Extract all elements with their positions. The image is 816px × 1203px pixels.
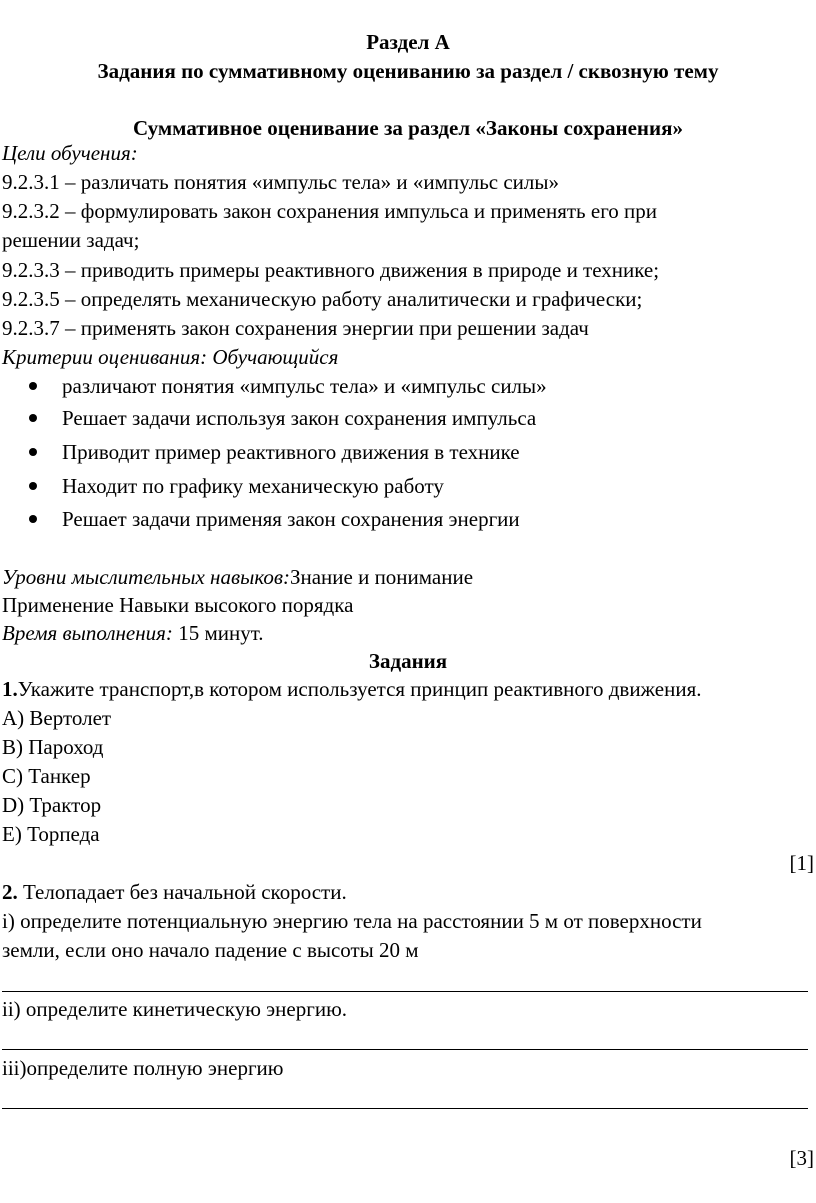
task1-number: 1. [2, 677, 18, 701]
bullet-icon [29, 448, 37, 456]
answer-line [2, 1049, 808, 1050]
time-line [2, 619, 264, 648]
task1-option: E) Торпеда [2, 822, 100, 846]
criteria-item: различают понятия «импульс тела» и «импульс силы» [62, 374, 547, 398]
objective-item: 9.2.3.3 – приводить примеры реактивного движения в природе и технике; [2, 258, 660, 282]
task2-question [2, 878, 347, 907]
bullet-icon [29, 414, 37, 422]
skills-line [2, 563, 473, 592]
task1-option: B) Пароход [2, 735, 104, 759]
task1-option: C) Танкер [2, 764, 91, 788]
page-title: Суммативное оценивание за раздел «Законы сохранения» [133, 116, 683, 140]
skills-value-line2: Применение Навыки высокого порядка [2, 593, 354, 617]
section-subtitle: Задания по суммативному оцениванию за раздел / сквозную тему [97, 59, 719, 83]
objective-item: 9.2.3.5 – определять механическую работу аналитически и графически; [2, 287, 643, 311]
objective-item: 9.2.3.2 – формулировать закон сохранения импульса и применять его при [2, 199, 658, 223]
task1-option: A) Вертолет [2, 706, 112, 730]
objectives-label: Цели обучения: [2, 141, 138, 165]
task2-score: [3] [789, 1146, 814, 1170]
criteria-item: Решает задачи применяя закон сохранения энергии [62, 507, 520, 531]
skills-value: Знание и понимание [289, 565, 474, 589]
skills-label: Уровни мыслительных навыков: [2, 565, 290, 589]
task2-number: 2. [2, 880, 18, 904]
bullet-icon [29, 482, 37, 490]
task1-question [2, 675, 702, 704]
criteria-item: Приводит пример реактивного движения в технике [62, 440, 520, 464]
criteria-item: Находит по графику механическую работу [62, 474, 444, 498]
tasks-heading: Задания [368, 649, 448, 673]
objective-item: решении задач; [2, 228, 140, 252]
answer-line [2, 1108, 808, 1109]
task2-text: Телопадает без начальной скорости. [17, 880, 347, 904]
objective-item: 9.2.3.7 – применять закон сохранения энергии при решении задач [2, 316, 589, 340]
task2-part-ii: ii) определите кинетическую энергию. [2, 997, 348, 1021]
objective-item: 9.2.3.1 – различать понятия «импульс тела» и «импульс силы» [2, 170, 560, 194]
bullet-icon [29, 515, 37, 523]
time-value: 15 минут. [172, 621, 264, 645]
section-title: Раздел А [366, 30, 450, 54]
criteria-item: Решает задачи используя закон сохранения импульса [62, 406, 537, 430]
task2-part-i: i) определите потенциальную энергию тела на расстоянии 5 м от поверхности [2, 909, 702, 933]
task1-score: [1] [789, 851, 814, 875]
task1-option: D) Трактор [2, 793, 102, 817]
time-label: Время выполнения: [2, 621, 173, 645]
task1-text: Укажите транспорт,в котором используется принцип реактивного движения. [17, 677, 702, 701]
task2-part-i-cont: земли, если оно начало падение с высоты 20 м [2, 938, 419, 962]
criteria-label: Критерии оценивания: Обучающийся [2, 345, 339, 369]
bullet-icon [29, 382, 37, 390]
answer-line [2, 991, 808, 992]
task2-part-iii: iii)определите полную энергию [2, 1056, 284, 1080]
